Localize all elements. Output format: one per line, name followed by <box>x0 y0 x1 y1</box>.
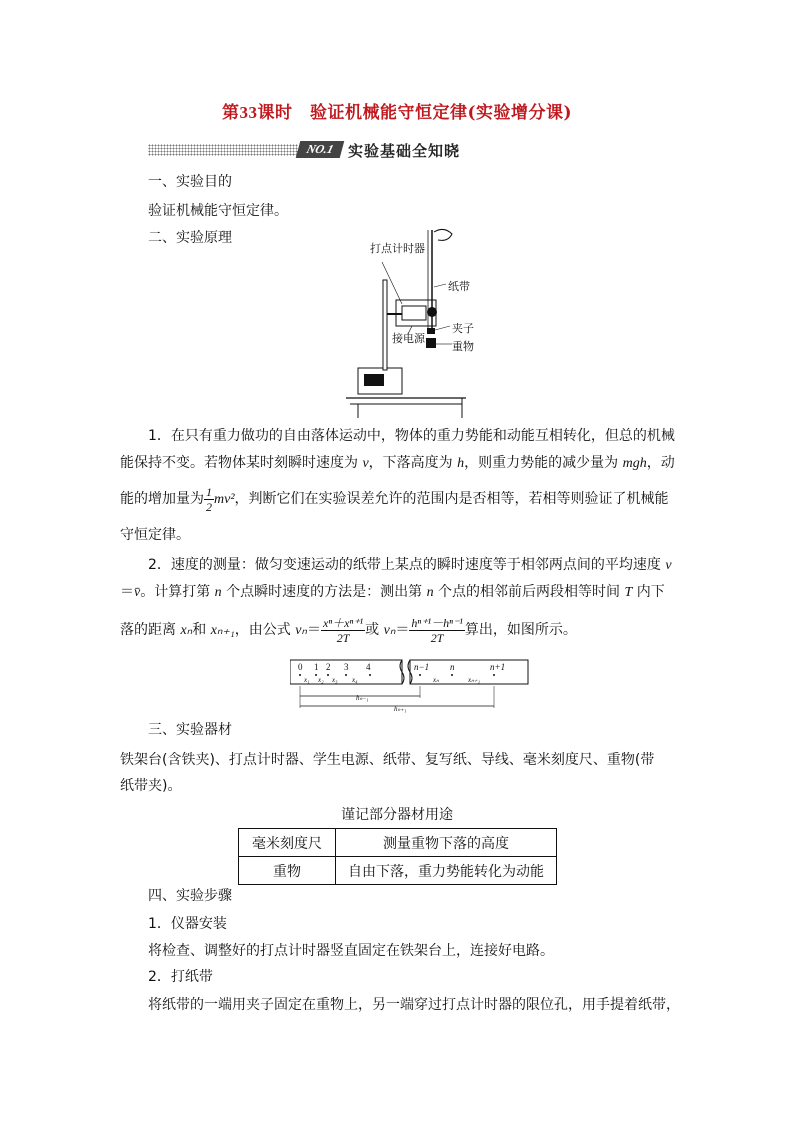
table-caption: 谨记部分器材用途 <box>341 807 453 823</box>
sec4-heading: 四、实验步骤 <box>148 888 232 904</box>
table-cell: 测量重物下落的高度 <box>336 829 557 857</box>
banner-tag: NO.1 <box>296 141 345 158</box>
banner-text: 实验基础全知晓 <box>348 142 461 160</box>
step2-body: 将纸带的一端用夹子固定在重物上，另一端穿过打点计时器的限位孔，用手提着纸带， <box>148 997 680 1013</box>
x2-label: x₂ <box>318 676 324 684</box>
p1-line3: 能的增加量为 $\frac{1}{2}$ mv²，判断它们在实验误差允许的范围内是否相等，若相等则验证了机械能 <box>120 484 669 514</box>
x1-label: x₁ <box>304 676 310 684</box>
sec2-heading: 二、实验原理 <box>148 230 232 246</box>
xn1-label: xₙ₊₁ <box>468 676 481 684</box>
h-n-minus-1-label: hₙ₋₁ <box>356 694 369 702</box>
table-row <box>239 829 557 857</box>
sec3-heading: 三、实验器材 <box>148 722 232 738</box>
label-timer: 打点计时器 <box>370 242 425 255</box>
table-cell: 重物 <box>239 857 336 885</box>
step2-title: 2．打纸带 <box>148 969 213 985</box>
title-number: 33 <box>239 103 258 122</box>
step1-body: 将检查、调整好的打点计时器竖直固定在铁架台上，连接好电路。 <box>148 943 554 959</box>
tick-n-minus-1: n−1 <box>414 662 430 672</box>
sec1-heading: 一、实验目的 <box>148 174 232 190</box>
half-fraction: $\frac{1}{2}$ <box>206 484 212 514</box>
tick-1: 1 <box>314 662 319 672</box>
label-clip: 夹子 <box>452 322 474 335</box>
sec1-body: 验证机械能守恒定律。 <box>148 203 288 219</box>
section-banner <box>148 140 488 160</box>
table-cell: 毫米刻度尺 <box>239 829 336 857</box>
banner-dots <box>148 144 298 156</box>
tick-3: 3 <box>344 662 349 672</box>
sec3-line2: 纸带夹)。 <box>120 778 182 794</box>
title-prefix: 第 <box>221 103 240 123</box>
x4-label: x₄ <box>352 676 358 684</box>
formula-fraction-2: $\frac{\text{hⁿ⁺¹－hⁿ⁻¹}}{2T}$ <box>411 615 463 645</box>
label-power: 接电源 <box>392 332 425 345</box>
table-cell: 自由下落，重力势能转化为动能 <box>336 857 557 885</box>
h-n-plus-1-label: hₙ₊₁ <box>394 705 407 713</box>
table-row <box>239 857 557 885</box>
page-title <box>0 98 794 123</box>
p1-line4: 守恒定律。 <box>120 527 190 543</box>
tick-n: n <box>450 662 455 672</box>
x3-label: x₃ <box>332 676 338 684</box>
p2-line1: 2．速度的测量：做匀变速运动的纸带上某点的瞬时速度等于相邻两点间的平均速度 v <box>148 557 672 573</box>
p2-line3: 落的距离 xₙ和 xₙ₊₁，由公式 vₙ＝ $\frac{\text{xⁿ＋xⁿ⁺¹}}{2T}$ 或 vₙ＝ $\frac{\text{hⁿ⁺¹－hⁿ⁻¹}}{2T}$ 算出，如图所示。 <box>120 615 577 645</box>
p1-line1: 1．在只有重力做功的自由落体运动中，物体的重力势能和动能互相转化，但总的机械 <box>148 428 675 444</box>
sec3-line1: 铁架台(含铁夹)、打点计时器、学生电源、纸带、复写纸、导线、毫米刻度尺、重物(带 <box>120 752 655 768</box>
tick-4: 4 <box>366 662 371 672</box>
p1-line2: 能保持不变。若物体某时刻瞬时速度为 v，下落高度为 h，则重力势能的减少量为 mgh，动 <box>120 455 675 471</box>
tick-n-plus-1: n+1 <box>490 662 506 672</box>
step1-title: 1．仪器安装 <box>148 916 227 932</box>
p2-line2: ＝v̄。计算打第 n 个点瞬时速度的方法是：测出第 n 个点的相邻前后两段相等时间 T 内下 <box>120 584 665 600</box>
xn-label: xₙ <box>433 676 439 684</box>
tape-figure <box>290 658 530 714</box>
equipment-table <box>238 828 557 885</box>
formula-fraction-1: $\frac{\text{xⁿ＋xⁿ⁺¹}}{2T}$ <box>323 615 364 645</box>
tick-2: 2 <box>326 662 331 672</box>
label-weight: 重物 <box>452 340 474 353</box>
label-tape: 纸带 <box>448 280 470 293</box>
tick-0: 0 <box>298 662 303 672</box>
title-text: 课时 验证机械能守恒定律(实验增分课) <box>257 103 573 123</box>
